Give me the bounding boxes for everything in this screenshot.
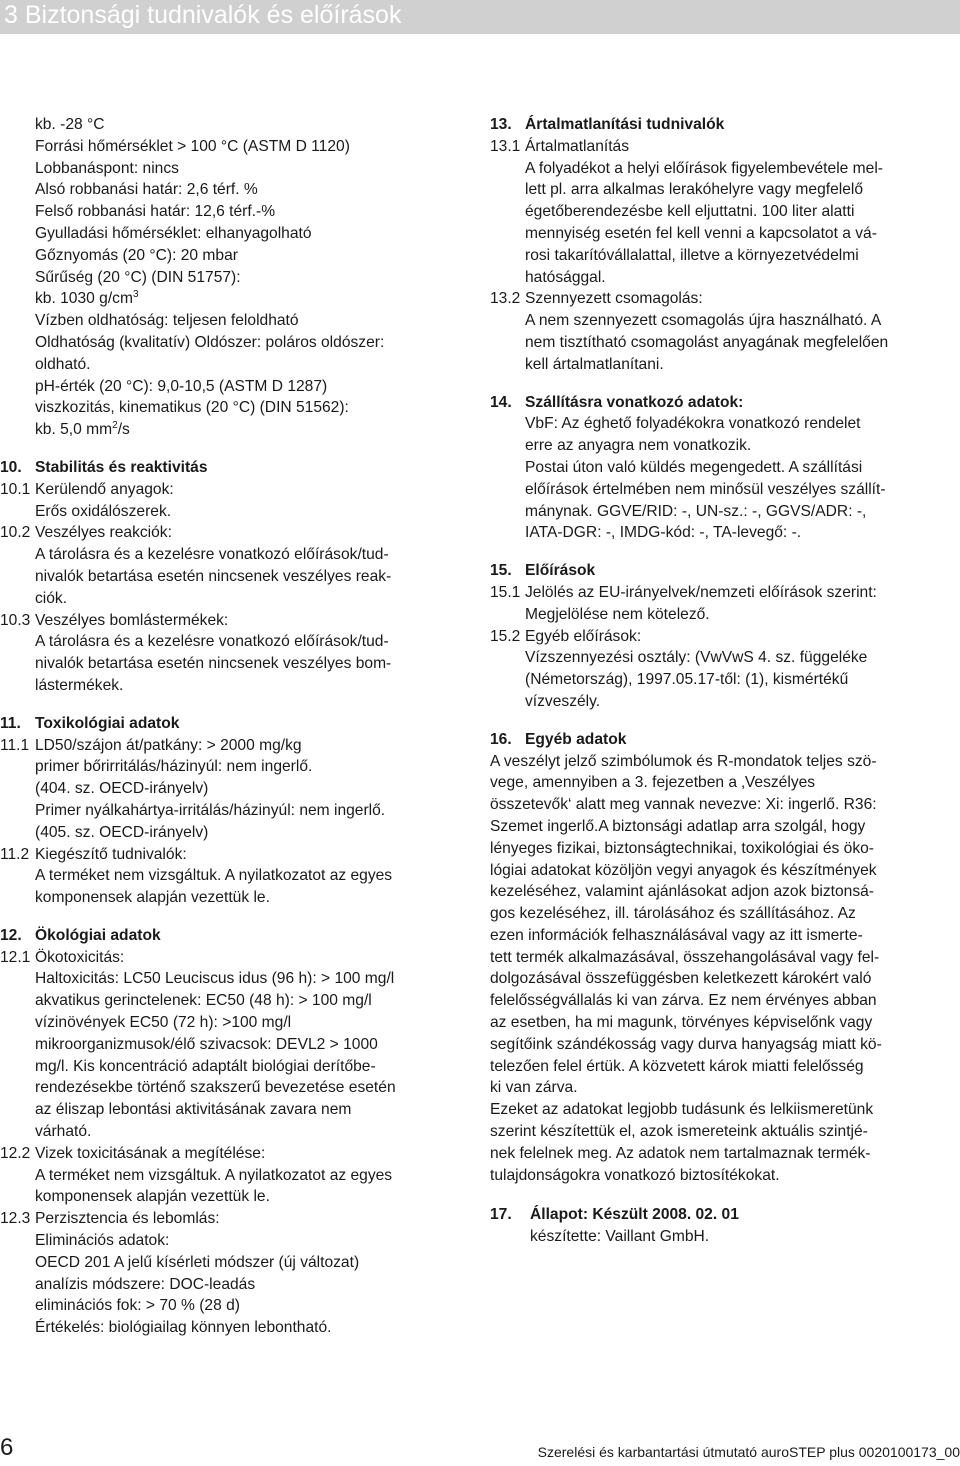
body-line: szerint készítettük el, azok ismereteink aktuális szintjé- bbox=[490, 1123, 868, 1141]
subsection-line: A terméket nem vizsgáltuk. A nyilatkozatot az egyes bbox=[35, 1166, 393, 1184]
subsection-number: 12.2 bbox=[0, 1144, 31, 1162]
subsection-number: 10.1 bbox=[0, 480, 31, 498]
section-heading bbox=[0, 713, 470, 735]
subsection-line: mennyiség esetén fel kell venni a kapcsolatot a vá- bbox=[525, 224, 877, 242]
subsection-line: OECD 201 A jelű kísérleti módszer (új változat) bbox=[35, 1253, 360, 1271]
subsection-line bbox=[0, 479, 470, 501]
section-13 bbox=[490, 114, 960, 376]
subsection-line: lett pl. arra alkalmas lerakóhelyre vagy megfelelő bbox=[525, 181, 864, 199]
subsection-line: lástermékek. bbox=[35, 676, 124, 694]
physical-line: pH-érték (20 °C): 9,0-10,5 (ASTM D 1287) bbox=[35, 377, 328, 395]
section-line: VbF: Az éghető folyadékokra vonatkozó rendelet bbox=[525, 415, 861, 433]
body-line: az esetben, ha mi magunk, törvényes képviselőnk vagy bbox=[490, 1014, 873, 1032]
section-17 bbox=[490, 1204, 960, 1248]
body-line: összetevők‘ alatt meg vannak nevezve: Xi: ingerlő. R36: bbox=[490, 796, 877, 814]
subsection-line: nem tisztítható csomagolást anyagának megfelelően bbox=[525, 333, 889, 351]
subsection-text: Kiegészítő tudnivalók: bbox=[35, 845, 187, 863]
section-heading bbox=[490, 392, 960, 414]
section-title: Állapot: Készült 2008. 02. 01 bbox=[530, 1206, 739, 1224]
physical-line: viszkozitás, kinematikus (20 °C) (DIN 51562): bbox=[35, 399, 349, 417]
subsection-line bbox=[0, 735, 470, 757]
subsection-text: Ártalmatlanítás bbox=[525, 137, 630, 155]
subsection-line: Eliminációs adatok: bbox=[35, 1232, 170, 1250]
subsection-line: Haltoxicitás: LC50 Leuciscus idus (96 h): > 100 mg/l bbox=[35, 970, 395, 988]
subsection-number: 12.1 bbox=[0, 948, 31, 966]
subsection-line: A tárolásra és a kezelésre vonatkozó előírások/tud- bbox=[35, 633, 389, 651]
section-line: készítette: Vaillant GmbH. bbox=[530, 1228, 710, 1246]
body-line: kezeléséhez, valamint ajánlásokat adjon azok biztonsá- bbox=[490, 883, 875, 901]
section-line: mánynak. GGVE/RID: -, UN-sz.: -, GGVS/ADR: -, bbox=[525, 502, 867, 520]
subsection-text: Jelölés az EU-irányelvek/nemzeti előírások szerint: bbox=[525, 583, 877, 601]
section-number: 15. bbox=[490, 562, 512, 580]
section-heading bbox=[0, 925, 470, 947]
subsection-line bbox=[0, 844, 470, 866]
body-line: vege, amennyiben a 3. fejezetben a ‚Veszélyes bbox=[490, 774, 816, 792]
subsection-line: kell ártalmatlanítani. bbox=[525, 355, 664, 373]
section-title: Ártalmatlanítási tudnivalók bbox=[525, 116, 725, 133]
subsection-line: eliminációs fok: > 70 % (28 d) bbox=[35, 1297, 240, 1315]
physical-line: Gyulladási hőmérséklet: elhanyagolható bbox=[35, 224, 312, 242]
subsection-line bbox=[490, 288, 960, 310]
section-heading bbox=[490, 560, 960, 582]
subsection-text: Egyéb előírások: bbox=[525, 627, 642, 645]
section-line: IATA-DGR: -, IMDG-kód: -, TA-levegő: -. bbox=[525, 524, 802, 542]
subsection-line: (405. sz. OECD-irányelv) bbox=[35, 823, 209, 841]
physical-line: Gőznyomás (20 °C): 20 mbar bbox=[35, 246, 238, 264]
section-heading bbox=[490, 114, 960, 136]
left-column bbox=[0, 114, 470, 1339]
section-line: előírások értelmében nem minősül veszélyes szállít- bbox=[525, 480, 886, 498]
subsection-line: vízinövények EC50 (72 h): >100 mg/l bbox=[35, 1014, 292, 1032]
subsection-line: komponensek alapján vezettük le. bbox=[35, 889, 270, 907]
viscosity-unit: /s bbox=[117, 421, 130, 439]
physical-line: kb. -28 °C bbox=[35, 116, 105, 133]
subsection-number: 15.1 bbox=[490, 583, 521, 601]
section-title: Szállításra vonatkozó adatok: bbox=[525, 393, 744, 411]
body-line: Szemet ingerlő.A biztonsági adatlap arra szolgál, hogy bbox=[490, 817, 866, 835]
section-number: 17. bbox=[490, 1206, 512, 1224]
subsection-line: mikroorganizmusok/élő szivacsok: DEVL2 > 1000 bbox=[35, 1035, 378, 1053]
section-15 bbox=[490, 560, 960, 713]
subsection-number: 11.1 bbox=[0, 736, 30, 754]
subsection-line: Megjelölése nem kötelező. bbox=[525, 605, 710, 623]
body-line: A veszélyt jelző szimbólumok és R-mondatok teljes szö- bbox=[490, 752, 877, 770]
superscript-2: 2 bbox=[112, 419, 118, 431]
section-title: Egyéb adatok bbox=[525, 730, 627, 748]
subsection-text: Perzisztencia és lebomlás: bbox=[35, 1210, 220, 1228]
body-line: nek felelnek meg. Az adatok nem tartalmaznak termék- bbox=[490, 1144, 871, 1162]
subsection-text: Kerülendő anyagok: bbox=[35, 480, 174, 498]
subsection-line: rendezésekbe történő szakszerű bevezetése esetén bbox=[35, 1079, 396, 1097]
subsection-line: az éliszap lebontási aktivitásának zavara nem bbox=[35, 1101, 352, 1119]
section-heading bbox=[490, 1204, 960, 1226]
physical-line bbox=[0, 288, 470, 310]
section-heading bbox=[0, 457, 470, 479]
physical-line: Oldhatóság (kvalitatív) Oldószer: poláros oldószer: bbox=[35, 333, 385, 351]
subsection-text: Szennyezett csomagolás: bbox=[525, 290, 703, 308]
subsection-line bbox=[0, 522, 470, 544]
subsection-line: Primer nyálkahártya-irritálás/házinyúl: nem ingerlő. bbox=[35, 801, 386, 819]
subsection-line: (404. sz. OECD-irányelv) bbox=[35, 780, 209, 798]
body-line: segítőink szándékosság vagy durva hanyagság miatt kö- bbox=[490, 1035, 882, 1053]
page-number: 6 bbox=[0, 1434, 14, 1461]
subsection-line: komponensek alapján vezettük le. bbox=[35, 1188, 270, 1206]
physical-line: oldható. bbox=[35, 355, 91, 373]
section-16 bbox=[490, 729, 960, 1187]
subsection-text: Veszélyes reakciók: bbox=[35, 524, 172, 542]
body-line: tulajdonságokra vonatkozó biztosítékokat. bbox=[490, 1166, 780, 1184]
subsection-line: akvatikus gerinctelenek: EC50 (48 h): > 100 mg/l bbox=[35, 992, 372, 1010]
physical-line: Vízben oldhatóság: teljesen feloldható bbox=[35, 312, 299, 330]
subsection-number: 13.1 bbox=[490, 137, 521, 155]
subsection-line: égetőberendezésbe kell eljuttatni. 100 liter alatti bbox=[525, 203, 855, 221]
subsection-line: A folyadékot a helyi előírások figyelembevétele mel- bbox=[525, 159, 883, 177]
page-header-band bbox=[0, 0, 960, 34]
subsection-line bbox=[0, 947, 470, 969]
section-title: Előírások bbox=[525, 562, 596, 580]
section-12 bbox=[0, 925, 470, 1339]
right-column bbox=[490, 114, 960, 1248]
subsection-line: A tárolásra és a kezelésre vonatkozó előírások/tud- bbox=[35, 546, 389, 564]
subsection-line: A terméket nem vizsgáltuk. A nyilatkozatot az egyes bbox=[35, 867, 393, 885]
subsection-number: 10.3 bbox=[0, 611, 31, 629]
subsection-line bbox=[490, 136, 960, 158]
subsection-line: primer bőrirritálás/házinyúl: nem ingerlő. bbox=[35, 758, 313, 776]
body-line: ezen információk felhasználásával vagy az itt ismerte- bbox=[490, 926, 863, 944]
section-number: 12. bbox=[0, 926, 22, 944]
physical-line: Felső robbanási határ: 12,6 térf.-% bbox=[35, 203, 276, 221]
subsection-text: Vizek toxicitásának a megítélése: bbox=[35, 1144, 266, 1162]
subsection-number: 15.2 bbox=[490, 627, 521, 645]
subsection-line: rosi takarítóvállalattal, illetve a környezetvédelmi bbox=[525, 246, 859, 264]
subsection-line bbox=[0, 610, 470, 632]
density-value: kb. 1030 g/cm bbox=[35, 290, 133, 308]
section-title: Toxikológiai adatok bbox=[35, 714, 180, 732]
page-header-title: 3 Biztonsági tudnivalók és előírások bbox=[4, 1, 402, 29]
body-line: lényeges fizikai, biztonságtechnikai, toxikológiai és öko- bbox=[490, 839, 874, 857]
section-title: Ökológiai adatok bbox=[35, 926, 161, 944]
superscript-3: 3 bbox=[132, 289, 139, 301]
body-line: gos kezeléséhez, ill. tárolásához és szállításához. Az bbox=[490, 905, 856, 923]
subsection-line bbox=[490, 626, 960, 648]
section-heading bbox=[490, 729, 960, 751]
subsection-line: vízveszély. bbox=[525, 692, 601, 710]
subsection-line: hatósággal. bbox=[525, 268, 606, 286]
subsection-line: ciók. bbox=[35, 589, 68, 607]
subsection-number: 12.3 bbox=[0, 1210, 31, 1228]
subsection-line: Értékelés: biológiailag könnyen lebontható. bbox=[35, 1319, 332, 1337]
body-line: telezően felel értük. A közvetett károk miatti felelősség bbox=[490, 1057, 864, 1075]
body-line: tett termék alkalmazásával, összehangolásával vagy fel- bbox=[490, 948, 880, 966]
physical-line: Forrási hőmérséklet > 100 °C (ASTM D 1120) bbox=[35, 137, 350, 155]
body-line: dolgozásával összefüggésben keletkezett károkért való bbox=[490, 970, 872, 988]
subsection-number: 10.2 bbox=[0, 524, 31, 542]
viscosity-value: kb. 5,0 mm bbox=[35, 421, 113, 439]
section-11 bbox=[0, 713, 470, 909]
section-10 bbox=[0, 457, 470, 697]
section-title: Stabilitás és reaktivitás bbox=[35, 458, 208, 476]
body-line: Ezeket az adatokat legjobb tudásunk és lelkiismeretünk bbox=[490, 1101, 874, 1119]
body-line: felelősségvállalás ki van zárva. Ez nem érvényes abban bbox=[490, 992, 877, 1010]
subsection-line: (Németország), 1997.05.17-től: (1), kismértékű bbox=[525, 671, 849, 689]
subsection-line: A nem szennyezett csomagolás újra használható. A bbox=[525, 312, 882, 330]
body-line: lógiai adatokat közöljön vegyi anyagok és készítmények bbox=[490, 861, 877, 879]
subsection-line bbox=[0, 1143, 470, 1165]
subsection-line: Erős oxidálószerek. bbox=[35, 502, 172, 520]
section-14 bbox=[490, 392, 960, 545]
body-line: ki van zárva. bbox=[490, 1079, 578, 1097]
physical-line: Lobbanáspont: nincs bbox=[35, 159, 179, 177]
footer-document-title: Szerelési és karbantartási útmutató auroSTEP plus 0020100173_00 bbox=[537, 1444, 960, 1460]
subsection-number: 13.2 bbox=[490, 290, 521, 308]
subsection-line: mg/l. Kis koncentráció adaptált biológiai derítőbe- bbox=[35, 1057, 376, 1075]
physical-line: Alsó robbanási határ: 2,6 térf. % bbox=[35, 181, 258, 199]
section-number: 16. bbox=[490, 730, 512, 748]
physical-line bbox=[0, 419, 470, 441]
subsection-line: nivalók betartása esetén nincsenek veszélyes reak- bbox=[35, 567, 392, 585]
section-line: Postai úton való küldés megengedett. A szállítási bbox=[525, 458, 863, 476]
subsection-line: várható. bbox=[35, 1123, 92, 1141]
section-line: erre az anyagra nem vonatkozik. bbox=[525, 437, 752, 455]
section-number: 10. bbox=[0, 458, 22, 476]
section-number: 11. bbox=[0, 714, 21, 732]
subsection-text: Veszélyes bomlástermékek: bbox=[35, 611, 229, 629]
subsection-line: nivalók betartása esetén nincsenek veszélyes bom- bbox=[35, 655, 392, 673]
subsection-text: Ökotoxicitás: bbox=[35, 948, 125, 966]
subsection-text: LD50/szájon át/patkány: > 2000 mg/kg bbox=[35, 736, 302, 754]
subsection-line bbox=[0, 1208, 470, 1230]
subsection-number: 11.2 bbox=[0, 845, 30, 863]
subsection-line: analízis módszere: DOC-leadás bbox=[35, 1275, 256, 1293]
subsection-line bbox=[490, 582, 960, 604]
section-number: 14. bbox=[490, 393, 512, 411]
physical-line: Sűrűség (20 °C) (DIN 51757): bbox=[35, 268, 241, 286]
section-number: 13. bbox=[490, 116, 512, 133]
subsection-line: Vízszennyezési osztály: (VwVwS 4. sz. függeléke bbox=[525, 649, 868, 667]
